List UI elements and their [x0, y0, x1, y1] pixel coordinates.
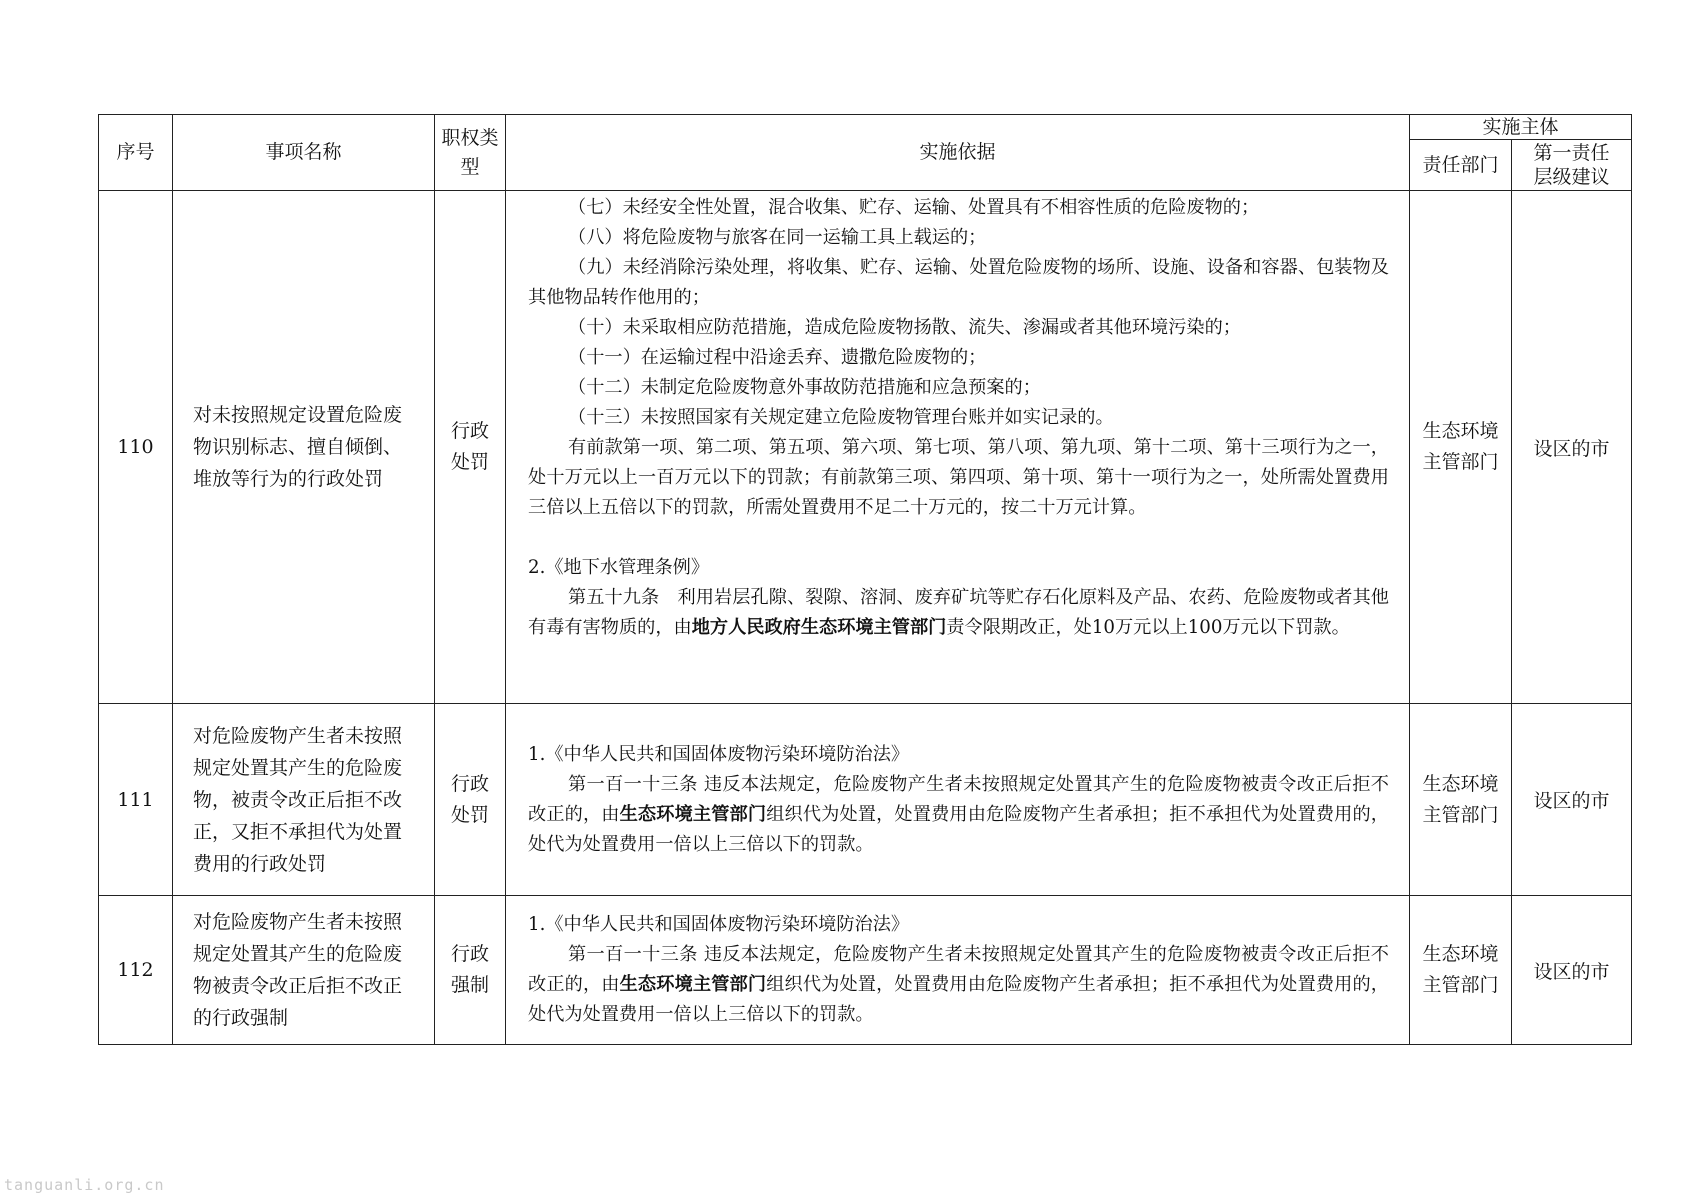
- row-basis: [506, 704, 1410, 896]
- table-row: [99, 191, 1632, 704]
- row-item-name: 对危险废物产生者未按照规定处置其产生的危险废物被责令改正后拒不改正的行政强制: [173, 896, 435, 1045]
- row-item-name: 对未按照规定设置危险废物识别标志、擅自倾倒、堆放等行为的行政处罚: [173, 191, 435, 704]
- basis-paragraph: 有前款第一项、第二项、第五项、第六项、第七项、第八项、第九项、第十二项、第十三项行为之一，处十万元以上一百万元以下的罚款；有前款第三项、第四项、第十项、第十一项行为之一，处所需处置费用三倍以上五倍以下的罚款，所需处置费用不足二十万元的，按二十万元计算。: [528, 437, 1389, 518]
- basis-paragraph: 第一百一十三条 违反本法规定，危险废物产生者未按照规定处置其产生的危险废物被责令改正后拒不改正的，由生态环境主管部门组织代为处置，处置费用由危险废物产生者承担；拒不承担代为处置费用的，处代为处置费用一倍以上三倍以下的罚款。: [528, 944, 1389, 1025]
- responsible-authority: 生态环境主管部门: [619, 803, 767, 825]
- header-first-level: 第一责任层级建议: [1512, 140, 1632, 191]
- row-power-type: 行政处罚: [435, 191, 506, 704]
- row-no: 112: [99, 896, 173, 1045]
- law-title: 1.《中华人民共和国固体废物污染环境防治法》: [528, 743, 910, 765]
- header-responsible-dept: 责任部门: [1410, 140, 1512, 191]
- row-responsible-dept: 生态环境主管部门: [1410, 896, 1512, 1045]
- row-basis: [506, 896, 1410, 1045]
- basis-paragraph: 第一百一十三条 违反本法规定，危险废物产生者未按照规定处置其产生的危险废物被责令改正后拒不改正的，由生态环境主管部门组织代为处置，处置费用由危险废物产生者承担；拒不承担代为处置费用的，处代为处置费用一倍以上三倍以下的罚款。: [528, 773, 1389, 855]
- row-no: 111: [99, 704, 173, 896]
- basis-line: （十二）未制定危险废物意外事故防范措施和应急预案的；: [568, 377, 1041, 398]
- header-power-type: 职权类型: [435, 115, 506, 191]
- row-power-type: 行政强制: [435, 896, 506, 1045]
- responsible-authority: 地方人民政府生态环境主管部门: [691, 617, 947, 638]
- basis-line: （七）未经安全性处置，混合收集、贮存、运输、处置具有不相容性质的危险废物的；: [568, 197, 1260, 218]
- law-title: 1.《中华人民共和国固体废物污染环境防治法》: [528, 914, 910, 935]
- row-first-level: 设区的市: [1512, 896, 1632, 1045]
- row-power-type: 行政处罚: [435, 704, 506, 896]
- table-row: [99, 704, 1632, 896]
- responsible-authority: 生态环境主管部门: [619, 974, 767, 995]
- header-basis: 实施依据: [506, 115, 1410, 191]
- basis-line: （十一）在运输过程中沿途丢弃、遗撒危险废物的；: [568, 347, 987, 368]
- basis-line: （十）未采取相应防范措施，造成危险废物扬散、流失、渗漏或者其他环境污染的；: [568, 317, 1241, 338]
- row-item-name: 对危险废物产生者未按照规定处置其产生的危险废物，被责令改正后拒不改正，又拒不承担代为处置费用的行政处罚: [173, 704, 435, 896]
- watermark: tanguanli.org.cn: [4, 1176, 165, 1194]
- basis-line: （十三）未按照国家有关规定建立危险废物管理台账并如实记录的。: [568, 407, 1114, 428]
- basis-line: （八）将危险废物与旅客在同一运输工具上载运的；: [568, 227, 987, 248]
- header-implementing-subject: 实施主体: [1410, 115, 1632, 140]
- basis-paragraph: 第五十九条 利用岩层孔隙、裂隙、溶洞、废弃矿坑等贮存石化原料及产品、农药、危险废物或者其他有毒有害物质的，由地方人民政府生态环境主管部门责令限期改正，处10万元以上100万元以下罚款。: [528, 587, 1389, 638]
- row-responsible-dept: 生态环境主管部门: [1410, 704, 1512, 896]
- row-responsible-dept: 生态环境主管部门: [1410, 191, 1512, 704]
- basis-line: （九）未经消除污染处理，将收集、贮存、运输、处置危险废物的场所、设施、设备和容器、包装物及其他物品转作他用的；: [528, 257, 1389, 308]
- row-first-level: 设区的市: [1512, 704, 1632, 896]
- row-basis: [506, 191, 1410, 704]
- header-item-name: 事项名称: [173, 115, 435, 191]
- row-first-level: 设区的市: [1512, 191, 1632, 704]
- row-no: 110: [99, 191, 173, 704]
- table-row: [99, 896, 1632, 1045]
- law-title: 2.《地下水管理条例》: [528, 557, 710, 578]
- header-no: 序号: [99, 115, 173, 191]
- power-list-table: [98, 114, 1632, 1045]
